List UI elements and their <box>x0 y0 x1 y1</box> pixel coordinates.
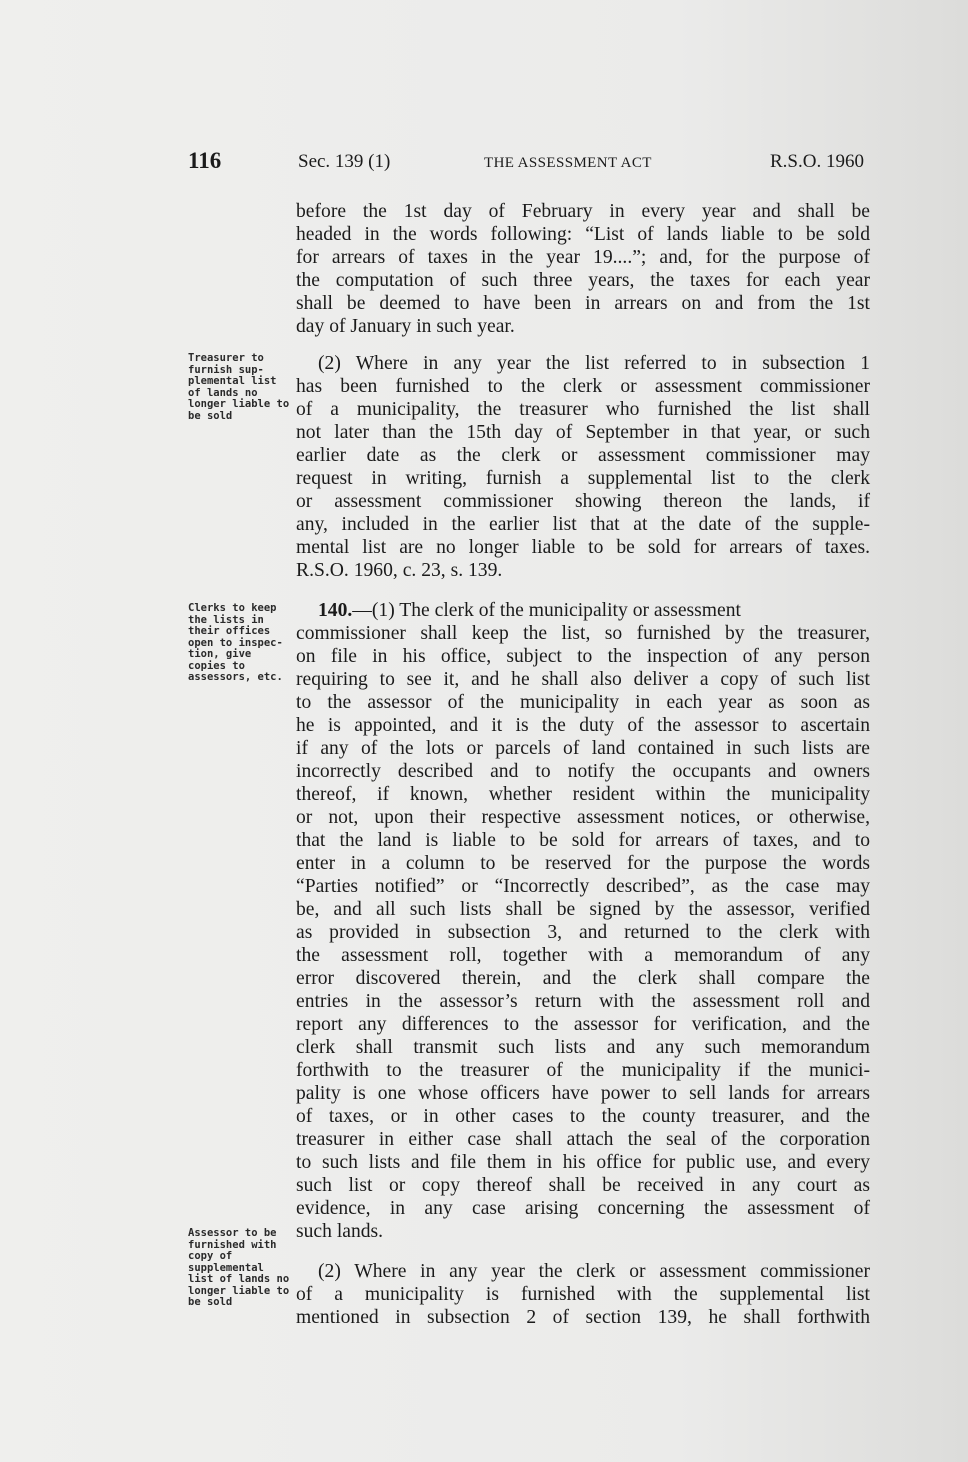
text-line: any, included in the earlier list that at the date of the supple- <box>296 514 870 535</box>
margin-note-assessor: Assessor to be furnished with copy of supplemental list of lands no longer liable to be sold <box>188 1227 290 1308</box>
text-line: not later than the 15th day of September in that year, or such <box>296 422 870 443</box>
text-line: before the 1st day of February in every year and shall be <box>296 201 870 222</box>
text-line: commissioner shall keep the list, so furnished by the treasurer, <box>296 623 870 644</box>
text-line: enter in a column to be reserved for the purpose the words <box>296 853 870 874</box>
text-line: be, and all such lists shall be signed by the assessor, verified <box>296 899 870 920</box>
text-line: clerk shall transmit such lists and any such memorandum <box>296 1037 870 1058</box>
text-line: as provided in subsection 3, and returned to the clerk with <box>296 922 870 943</box>
section-number: 140. <box>318 600 353 621</box>
text-line: (2) Where in any year the list referred to in subsection 1 <box>318 353 870 374</box>
text-line: to such lists and file them in his office for public use, and every <box>296 1152 870 1173</box>
text-line: evidence, in any case arising concerning the assessment of <box>296 1198 870 1219</box>
text-line: if any of the lots or parcels of land contained in such lists are <box>296 738 870 759</box>
act-title: THE ASSESSMENT ACT <box>484 155 652 171</box>
revision-reference: R.S.O. 1960 <box>770 151 864 172</box>
text-line: earlier date as the clerk or assessment commissioner may <box>296 445 870 466</box>
text-line: thereof, if known, whether resident within the municipality <box>296 784 870 805</box>
text-line: day of January in such year. <box>296 316 515 337</box>
text-line: such lands. <box>296 1221 384 1242</box>
text-line: request in writing, furnish a supplemental list to the clerk <box>296 468 870 489</box>
text-line: shall be deemed to have been in arrears on and from the 1st <box>296 293 870 314</box>
margin-note-treasurer: Treasurer to furnish sup-plemental list of lands no longer liable to be sold <box>188 352 290 422</box>
text-line: on file in his office, subject to the inspection of any person <box>296 646 870 667</box>
section-140-first-line: 140.—(1) The clerk of the municipality or assessment <box>318 600 741 621</box>
text-line: the assessment roll, together with a memorandum of any <box>296 945 870 966</box>
text-line: report any differences to the assessor for verification, and the <box>296 1014 870 1035</box>
text-line: to the assessor of the municipality in each year as soon as <box>296 692 870 713</box>
text-line: (2) Where in any year the clerk or assessment commissioner <box>318 1261 870 1282</box>
text-line: treasurer in either case shall attach the seal of the corporation <box>296 1129 870 1150</box>
text-line: has been furnished to the clerk or assessment commissioner <box>296 376 870 397</box>
text-line: such list or copy thereof shall be received in any court as <box>296 1175 870 1196</box>
margin-note-clerks: Clerks to keep the lists in their offices open to inspec-tion, give copies to assessors, etc. <box>188 602 283 683</box>
text-line: requiring to see it, and he shall also deliver a copy of such list <box>296 669 870 690</box>
text-line: or assessment commissioner showing thereon the lands, if <box>296 491 870 512</box>
text-line: mentioned in subsection 2 of section 139, he shall forthwith <box>296 1307 870 1328</box>
text-line: or not, upon their respective assessment notices, or otherwise, <box>296 807 870 828</box>
page-number: 116 <box>188 148 222 173</box>
text-line: entries in the assessor’s return with the assessment roll and <box>296 991 870 1012</box>
text-line: the computation of such three years, the taxes for each year <box>296 270 870 291</box>
text-line: mental list are no longer liable to be sold for arrears of taxes. <box>296 537 870 558</box>
text-line: headed in the words following: “List of lands liable to be sold <box>296 224 870 245</box>
text-line: for arrears of taxes in the year 19....”; and, for the purpose of <box>296 247 870 268</box>
text-line: he is appointed, and it is the duty of the assessor to ascertain <box>296 715 870 736</box>
text-line: of taxes, or in other cases to the county treasurer, and the <box>296 1106 870 1127</box>
section-reference: Sec. 139 (1) <box>298 151 391 172</box>
text-line: error discovered therein, and the clerk shall compare the <box>296 968 870 989</box>
text-line: R.S.O. 1960, c. 23, s. 139. <box>296 560 503 581</box>
text-line: “Parties notified” or “Incorrectly described”, as the case may <box>296 876 870 897</box>
running-header <box>188 148 878 184</box>
text-line: of a municipality is furnished with the supplemental list <box>296 1284 870 1305</box>
text-line: of a municipality, the treasurer who furnished the list shall <box>296 399 870 420</box>
text-line: that the land is liable to be sold for arrears of taxes, and to <box>296 830 870 851</box>
text-line: pality is one whose officers have power to sell lands for arrears <box>296 1083 870 1104</box>
text-line: forthwith to the treasurer of the municipality if the munici- <box>296 1060 870 1081</box>
text-line: incorrectly described and to notify the occupants and owners <box>296 761 870 782</box>
